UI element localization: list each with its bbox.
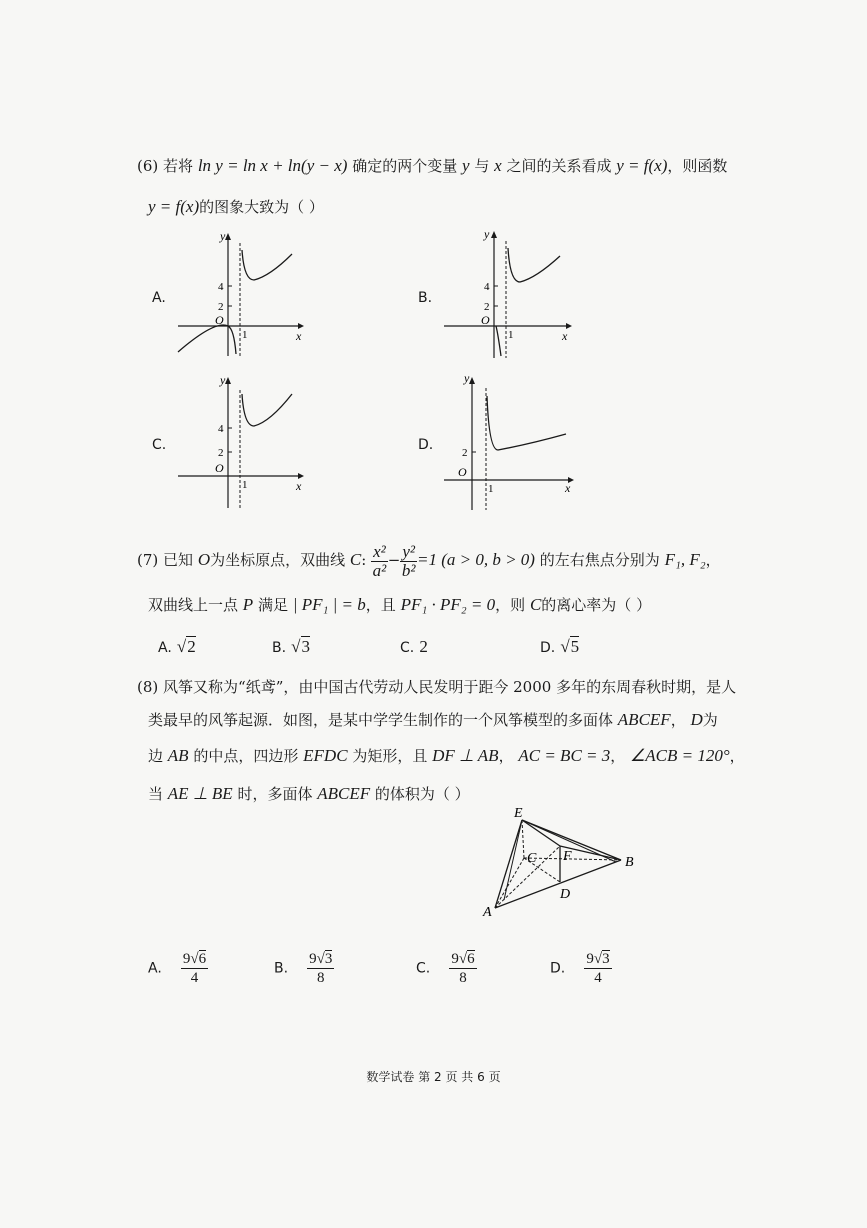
q6-text: 若将 [163,157,194,175]
q7-var: C [529,595,542,614]
q8-text: ， [670,711,686,729]
q8-option-c-fraction: $\frac{9√6}{8}$ [451,951,475,986]
page-footer: 数学试卷 第 2 页 共 6 页 [366,1070,501,1084]
q8-text: ， [610,747,626,765]
tick-1: 1 [242,479,248,491]
q8-number: (8) [137,678,159,696]
axis-x-label: x [562,329,568,343]
q8-condition: DF ⊥ AB [432,746,499,765]
q8-text: 时，多面体 [237,785,313,803]
q8-text: 风筝又称为“纸鸢”，由中国古代劳动人民发明于距今 2000 多年的东周春秋时期，是人 [163,678,737,696]
q8-text: 边 [148,747,164,765]
tick-2: 2 [484,301,490,313]
sqrt: √5 [560,637,580,656]
q8-line4 [148,783,470,805]
q7-text: ，则 [495,596,526,614]
option-label: B. [274,960,289,977]
q8-polyhedron-figure [478,800,648,925]
q7-option-a[interactable] [158,637,196,657]
q7-condition: | PF₁ | = b [292,595,366,614]
q7-text: 双曲线上一点 [148,596,239,614]
sqrt: √2 [176,637,196,656]
axis-x-label: x [565,481,571,495]
q8-text: 的中点，四边形 [193,747,299,765]
q6-line1 [137,155,727,177]
q6-graph-c [170,372,310,512]
q7-foci: F₁, F₂ [664,550,706,569]
option-label: A. [158,640,172,656]
q8-var: AB [167,746,189,765]
q7-option-b[interactable] [272,637,310,657]
tick-1: 1 [488,483,494,495]
q8-option-b[interactable] [274,950,334,987]
q6-var: x [494,156,502,175]
axis-x-label: x [296,329,302,343]
origin-label: O [458,465,467,479]
q7-condition: =1 (a > 0, b > 0) [416,550,535,569]
q8-option-b-fraction: $\frac{9√3}{8}$ [309,951,333,986]
q6-option-a-label: A. [152,290,166,306]
q6-text: 与 [474,157,490,175]
option-label: D. [550,960,566,977]
option-label: A. [148,960,162,977]
q7-condition: PF₁ · PF₂ = 0 [400,595,496,614]
q6-text: 确定的两个变量 [352,157,458,175]
q8-line1 [137,676,736,698]
q7-option-c[interactable] [400,637,428,657]
q6-graph-b [438,226,578,362]
q8-option-c[interactable] [416,950,477,987]
q6-line2 [148,196,324,218]
tick-2: 2 [218,301,224,313]
vertex-b-label: B [625,855,634,870]
q8-text: 为矩形，且 [352,747,428,765]
q7-text: ，且 [365,596,396,614]
tick-2: 2 [462,447,468,459]
q8-option-a-fraction: $\frac{9√6}{4}$ [182,951,207,986]
tick-1: 1 [242,329,248,341]
axis-x-label: x [296,479,302,493]
q7-var: P [242,595,254,614]
q8-text: ， [729,747,745,765]
q6-graph-a [170,228,310,360]
q8-condition: AC = BC = 3 [518,746,611,765]
q8-text: 当 [148,785,164,803]
origin-label: O [481,313,490,327]
q8-line3 [148,745,745,767]
q8-text: 的体积为（ ） [374,785,470,803]
sqrt: √3 [291,637,310,656]
q7-text: 已知 [163,551,194,569]
q7-text: 满足 [257,596,288,614]
q7-text: 的离心率为（ ） [541,596,652,614]
q7-number: (7) [137,551,159,569]
axis-y-label: y [484,227,490,241]
q6-option-c-label: C. [152,437,167,453]
origin-label: O [215,461,224,475]
q6-text: 的图象大致为（ ） [199,198,324,216]
vertex-f-label: F [563,849,572,864]
q8-condition: ∠ACB = 120° [630,746,730,765]
axis-y-label: y [220,229,226,243]
q7-text: 为坐标原点，双曲线 [210,551,346,569]
value: 2 [419,637,428,656]
q7-minus: − [387,551,401,569]
option-label: B. [272,640,287,656]
q8-option-a[interactable] [148,950,208,987]
q8-text: 为 [702,711,718,729]
q7-text: ， [705,551,721,569]
axis-y-label: y [464,371,470,385]
q8-condition: AE ⊥ BE [167,784,233,803]
option-label: C. [416,960,431,977]
tick-4: 4 [218,281,224,293]
origin-label: O [215,313,224,327]
q8-text: ， [498,747,514,765]
q8-option-d[interactable] [550,950,612,987]
q6-graph-d [440,370,580,514]
q8-var: EFDC [303,746,348,765]
q6-text: ，则函数 [667,157,728,175]
q6-equation: y = f(x) [148,197,200,216]
q8-option-d-fraction: $\frac{9√3}{4}$ [586,951,610,986]
q7-option-d[interactable] [540,637,579,657]
q7-text: 的左右焦点分别为 [539,551,660,569]
tick-1: 1 [508,329,514,341]
tick-4: 4 [484,281,490,293]
vertex-d-label: D [560,887,571,902]
q6-var: y [462,156,470,175]
q8-line2 [148,709,718,731]
tick-2: 2 [218,447,224,459]
vertex-a-label: A [483,905,492,920]
q7-frac-y: $\frac{\text{y²}}{\text{b²}}$ [401,541,416,580]
vertex-e-label: E [514,806,523,821]
q7-frac-x: $\frac{\text{x²}}{\text{a²}}$ [372,541,387,580]
q7-line2 [148,594,651,616]
q6-option-b-label: B. [418,290,433,306]
q7-curve: C [349,550,362,569]
q6-number: (6) [137,157,159,175]
q8-text: 类最早的风筝起源．如图，是某中学学生制作的一个风筝模型的多面体 [148,711,614,729]
q6-option-d-label: D. [418,437,434,453]
q8-var: ABCEF [617,710,671,729]
axis-y-label: y [220,373,226,387]
q6-text: 之间的关系看成 [506,157,612,175]
q8-var: ABCEF [317,784,371,803]
q6-equation: y = f(x) [616,156,668,175]
q8-var: D [690,710,703,729]
vertex-c-label: C [527,851,537,866]
option-label: C. [400,640,415,656]
q6-equation: ln y = ln x + ln(y − x) [197,156,348,175]
tick-4: 4 [218,423,224,435]
q7-colon: : [361,551,367,569]
q7-line1 [137,540,721,580]
q7-var: O [197,550,211,569]
option-label: D. [540,640,556,656]
